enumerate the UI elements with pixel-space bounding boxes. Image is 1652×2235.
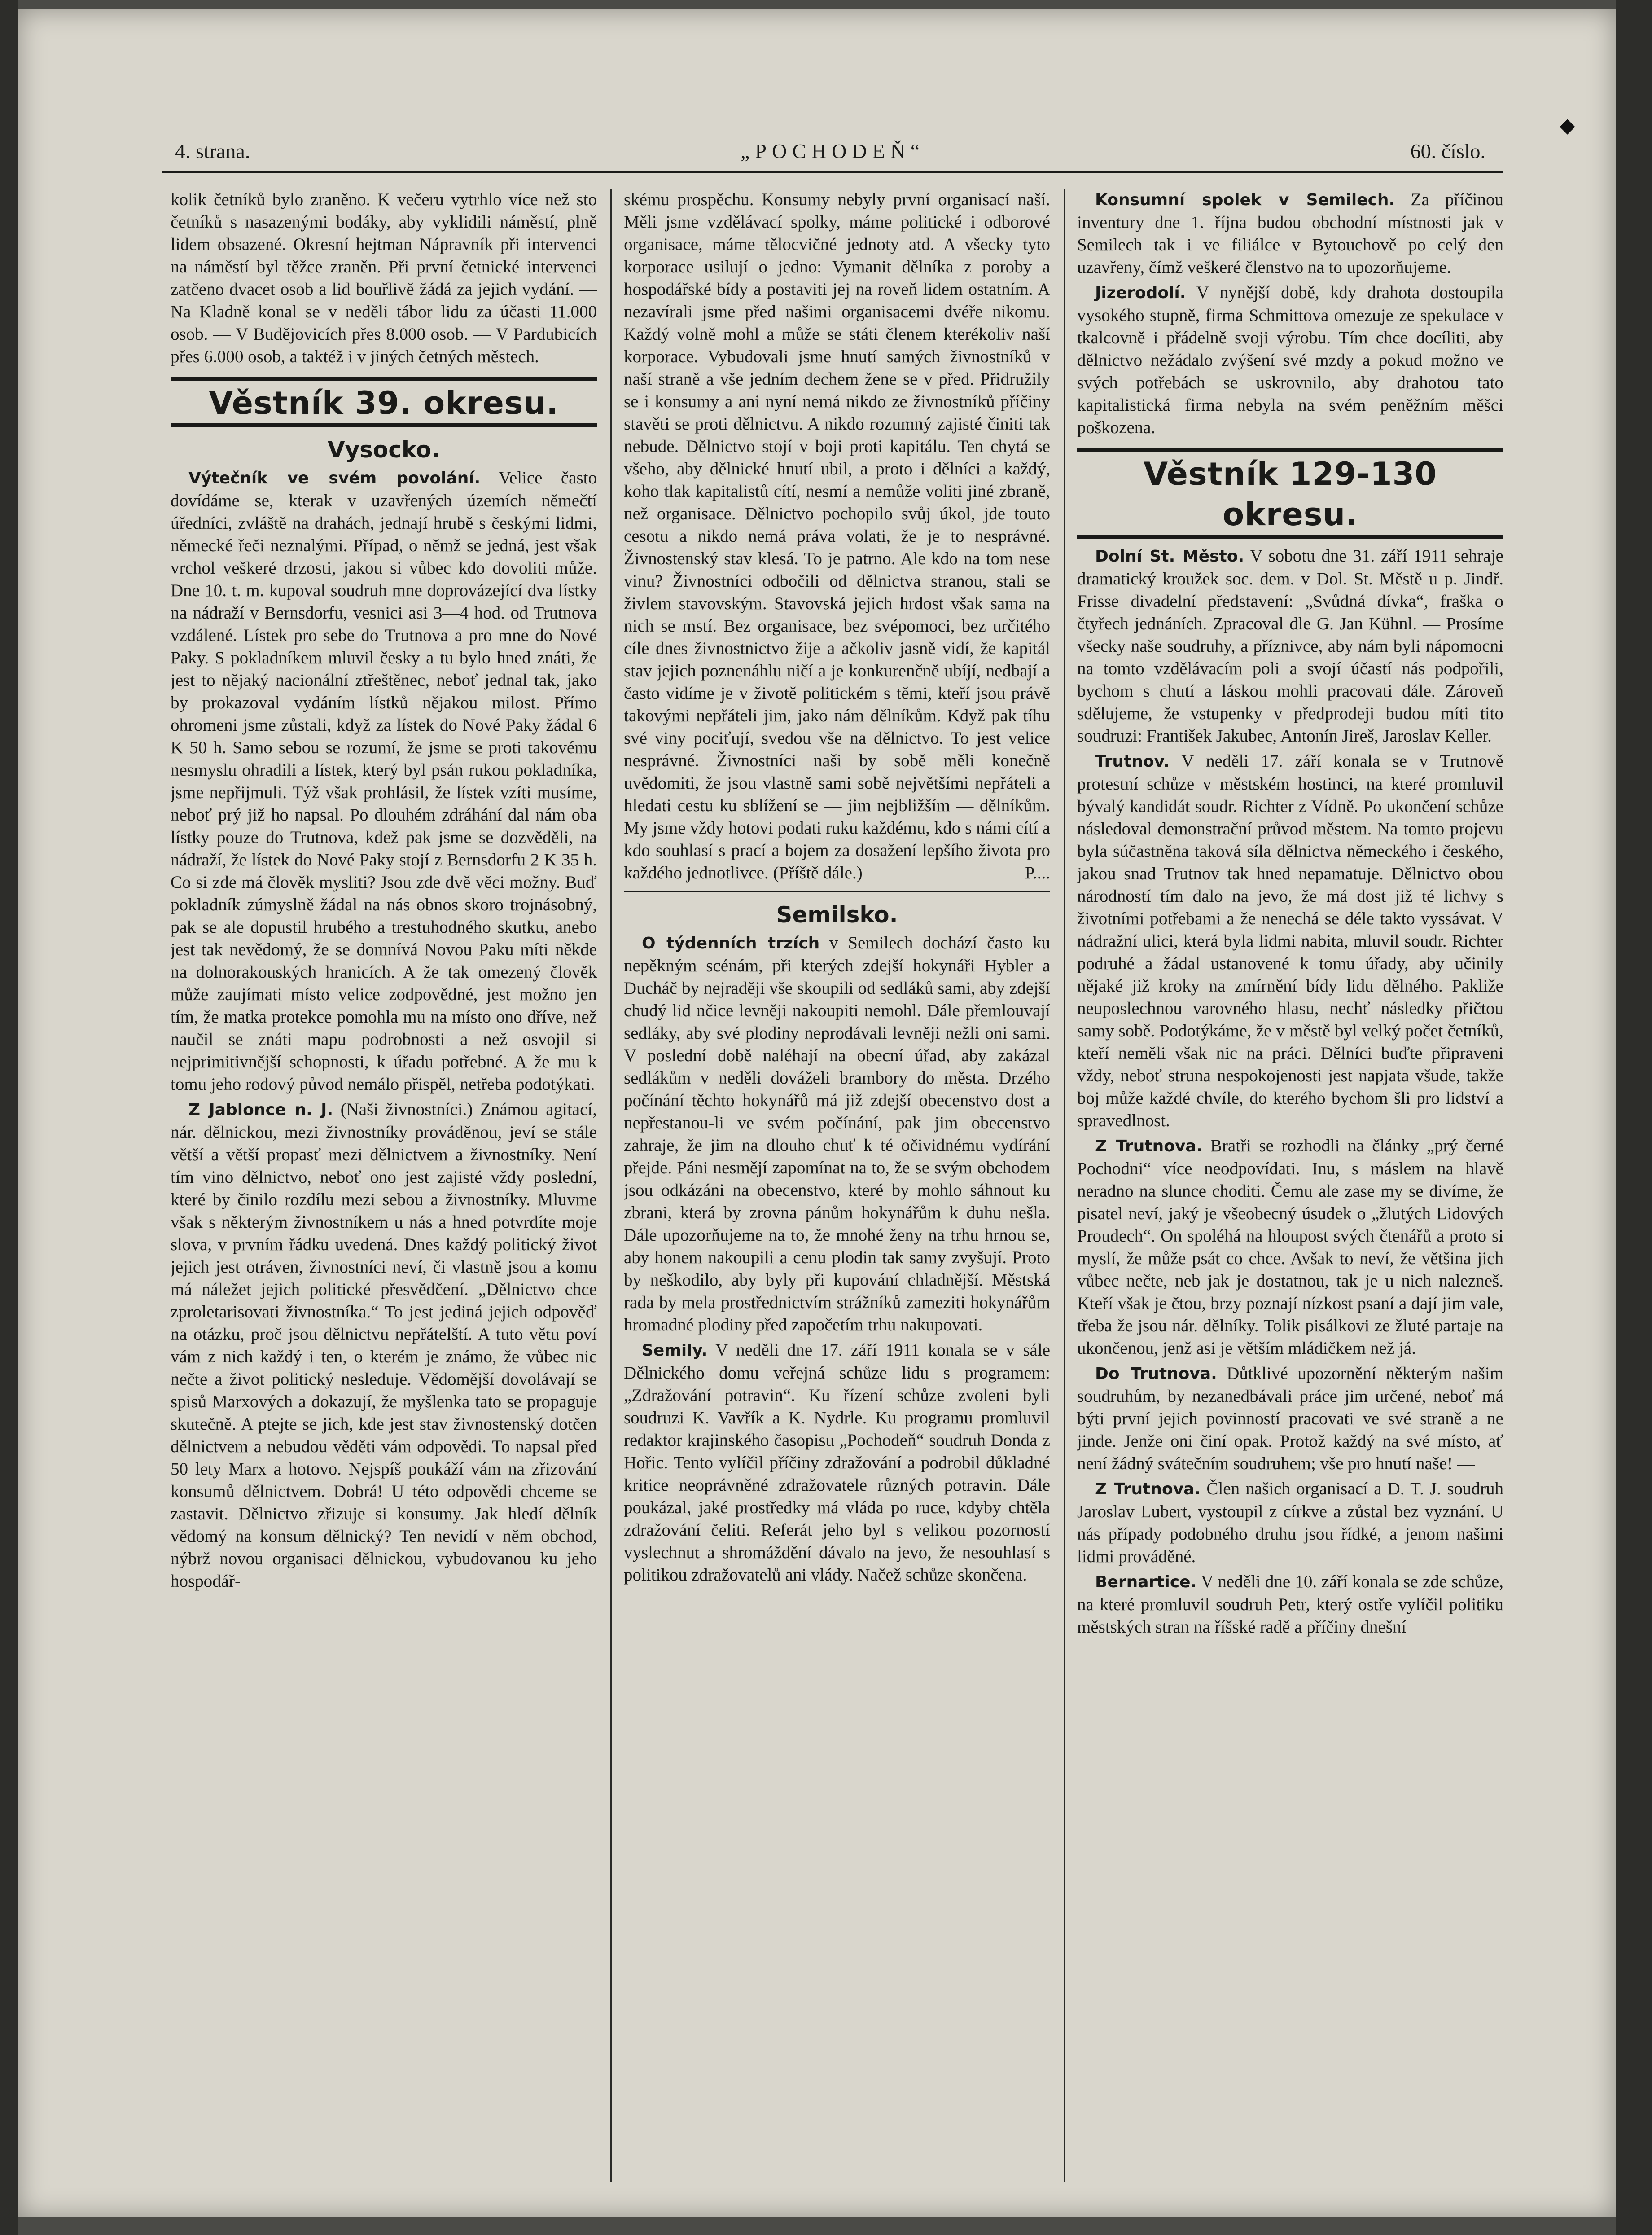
divider [624, 891, 1050, 892]
article-body: Důtklivé upozornění některým našim soudruhům, by nezanedbávali práce jim určené, neboť má býti první jejich povinností pracovati ve své straně a ne jinde. Jenže oni činí opak. Protož každý na své místo, ať není žádný svátečním soudruhem; vše pro hnutí naše! — [1077, 1364, 1503, 1473]
article-continuation [624, 189, 1050, 884]
article [1077, 1571, 1503, 1638]
masthead-title: „POCHODEŇ“ [741, 140, 925, 162]
article [171, 467, 597, 1096]
article-title: Z Jablonce n. J. [188, 1101, 333, 1119]
section-heading: Věstník 129-130 okresu. [1077, 448, 1503, 539]
article-title: Výtečník ve svém povolání. [188, 469, 481, 487]
article-title: O týdenních trzích [642, 934, 820, 953]
article [624, 932, 1050, 1336]
article-body: Velice často dovídáme se, kterak v uzavřených územích němečtí úředníci, zvláště na drahách, jednají hrubě s českými lidmi, německé řeči neznalými. Případ, o němž se jedná, jest však vrchol veškeré drzosti, jakou si vůbec kdo dovoliti může. Dne 10. t. m. kupoval soudruh mne doprovázející dva lístky na nádraží v Bernsdorfu, vesnici asi 3—4 hod. od Trutnova vzdálené. Lístek pro sebe do Trutnova a pro mne do Nové Paky. S pokladníkem mluvil česky a tu bylo hned znáti, že jest to nějaký nacionální ztřeštěnec, neboť jednal tak, jako by prokazoval vydáním lístků nějakou milost. Přímo ohromeni jsme zůstali, když za lístek do Nové Paky žádal 6 K 50 h. Samo sebou se rozumí, že jsme se proti takovému nesmyslu ohradili a lístek, který byl psán rukou pokladníka, jsme nepřijmuli. Týž však prohlásil, že lístek vzíti musíme, neboť prý již ho napsal. Po dlouhém zdráhání dal nám oba lístky pouze do Trutnova, kdež pak jsme se dozvěděli, na nádraží, že lístek do Nové Paky stojí z Bernsdorfu 2 K 35 h. Co si zde má člověk mysliti? Jsou zde dvě věci možny. Buď pokladník zúmyslně žádal na nás obnos skoro trojnásobný, pak se ale dopustil hrubého a trestuhodného skutku, anebo jest tak nevědomý, že se domnívá Novou Paku míti někde na dolnorakouských hranicích. A že tak omezený člověk může zaujímati místo velice zodpovědné, jest možno jen tím, že matka protekce pomohla mu na místo ono dříve, než naučil se znáti mapu podrobnosti a než osvojil si nejprimitivnější schopnosti, k úřadu potřebné. A že mu k tomu jeho rodový původ nemálo přispěl, netřeba podotýkati. [171, 468, 597, 1094]
region-heading: Semilsko. [776, 902, 898, 928]
scan-edge-left [0, 0, 18, 2235]
article [1077, 281, 1503, 439]
region-heading: Vysocko. [327, 437, 440, 463]
article-body: V sobotu dne 31. září 1911 sehraje dramatický kroužek soc. dem. v Dol. St. Městě u p. Jindř. Frisse divadelní představení: „Svůdná dívka“, fraška o čtyřech jednáních. Zpracoval dle G. Jan Kühnl. — Prosíme všecky naše soudruhy, a příznivce, aby nám byli nápomocni na tomto vzdělávacím poli a svojí účastí nás podpořili, bychom s chutí a láskou mohli pracovati dále. Zároveň sdělujeme, že vstupenky v předprodeji budou míti tito soudruzi: František Jakubec, Antonín Jireš, Jaroslav Keller. [1077, 546, 1503, 746]
article-body: Bratři se rozhodli na články „prý černé Pochodni“ více neodpovídati. Inu, s máslem na hlavě neradno na slunce choditi. Čemu ale zase my se divíme, že pisatel neví, jaký je všeobecný úsudek o „žlutých Lidových Proudech“. On spoléhá na hloupost svých čtenářů a proto si myslí, že může psát co chce. Avšak to neví, že většina jich vůbec nečte, neb jak je dostatnou, tak je u nich nalezneš. Kteří však je čtou, brzy poznají nízkost psaní a dají jim vale, třeba že jsou nár. dělníky. Tolik pisálkovi ze žluté partaje na ukončenou, jenž asi je větším mládičkem než já. [1077, 1136, 1503, 1358]
article-continuation: kolik četníků bylo zraněno. K večeru vytrhlo více než sto četníků s nasazenými bodáky, aby vyklidili náměstí, plně lidem obsazené. Okresní hejtman Nápravník při intervenci na náměstí byl těžce zraněn. Při první četnické intervenci zatčeno dvacet osob a lid bouřlivě žádá za jejich vydání. — Na Kladně konal se v neděli tábor lidu za účasti 11.000 osob. — V Budějovicích přes 8.000 osob. — V Pardubicích přes 6.000 osob, a taktéž i v jiných četných městech. [171, 190, 597, 366]
article-title: Z Trutnova. [1095, 1137, 1203, 1155]
article-body: Za příčinou inventury dne 1. října budou obchodní místnosti jak v Semilech tak i ve filiálce v Bytouchově po celý den uzavřeny, čímž veškeré členstvo na to upozorňujeme. [1077, 190, 1503, 277]
header-rule [162, 171, 1503, 173]
margin-mark-icon: ⬥ [1560, 112, 1575, 138]
article-body: skému prospěchu. Konsumy nebyly první organisací naší. Měli jsme vzdělávací spolky, máme politické i odborové organisace, máme tělocvičné jednoty atd. A všecky tyto korporace usilují o jedno: Vymanit dělníka z poroby a hospodářské bídy a postaviti jej na roveň lidem ostatním. A nezavírali jsme před našimi organisacemi dvéře nikomu. Každý volně mohl a může se státi členem kterékoliv naší korporace. Vybudovali jsme hnutí samých živnostníků v naší straně a vše jedním dechem žene se v před. Přidružily se i konsumy a ani nyní nemá nikdo ze živnostníků příčiny stavěti se proti dělnictvu. A nikdo rozumný zajisté činiti tak nebude. Dělnictvo stojí v boji proti kapitálu. Ten chytá se všeho, aby dělnické hnutí ubil, a proto i dělníci a každý, koho tlak kapitalistů cítí, nesmí a nemůže voliti jiné zbraně, než organisace. Dělnictvo pochopilo svůj úkol, jde touto cesotu a nikdo nemá práva volati, že je to nesprávné. Živnostenský stav klesá. To je patrno. Ale kdo na tom nese vinu? Živnostníci odbočili od dělnictva stranou, stali se živlem stavovským. Stavovská jejich hrdost však sama na nich se mstí. Bez organisace, bez svépomoci, bez určitého cíle dnes živnostnictvo žije a ačkoliv jasně vidí, že kapitál stav jejich poznenáhlu ničí a je konkurenčně ubíjí, nedbají a často vidíme je v životě politickém s těmi, kteří jsou právě takovými nepřáteli jim, jako nám dělníkům. Když pak tíhu své viny pociťují, svedou vše na dělnictvo. To jest velice nesprávné. Živnostníci naši by sobě měli konečně uvědomiti, že jsou vlastně sami sobě největšími nepřáteli a hledati cestu ku sblížení se — jim nejbližším — dělníkům. My jsme vždy hotovi podati ruku každému, kdo s námi cítí a kdo souhlasí s prací a bojem za dosažení lepšího života pro každého jednotlivce. (Příště dále.) [624, 190, 1050, 883]
article-body: V nynější době, kdy drahota dostoupila vysokého stupně, firma Schmittova omezuje ze spekulace v tkalcovně i přádelně svoji výrobu. Tím chce docíliti, aby dělnictvo nežádalo zvýšení své mzdy a pokud možno ve svých potřebách se uskrovnilo, aby drahotou tato kapitalistická firma nebyla na svém peněžním měšci poškozena. [1077, 283, 1503, 437]
article-body: V neděli 17. září konala se v Trutnově protestní schůze v městském hostinci, na které promluvil bývalý kandidát soudr. Richter z Vídně. Po ukončení schůze následoval demonstrační průvod městem. Na tomto projevu byla súčastněna taková síla dělnictva německého i českého, jakou snad Trutnov tak hned nepamatuje. Dělnictvo obou národností tím dalo na jevo, že má dost již té lichvy s životními potřebami a že nenechá se déle takto vyssávat. V nádražní ulici, která byla lidmi nabita, mluvil soudr. Richter podruhé a žádal ustanovené k tomu úřady, aby učinily nějaké již kroky na zmírnění bídy lidu dělného. Pakliže neuposlechnou varovného hlasu, nechť následky přičtou samy sobě. Podotýkáme, že v městě byl velký počet četníků, kteří neměli však nic na práci. Dělníci buďte připraveni vždy, neboť struna nespokojenosti jest napjata všude, takže boj může každé chvíle, do kterého bychom šli pro lidství a spravedlnost. [1077, 751, 1503, 1130]
article [624, 1339, 1050, 1586]
scan-edge-right [1616, 0, 1652, 2235]
column-2 [624, 189, 1050, 2182]
article [1077, 1478, 1503, 1568]
newspaper-page [162, 130, 1503, 2195]
page-number: 4. strana. [175, 140, 250, 162]
issue-number: 60. číslo. [1410, 140, 1485, 162]
article-title: Semily. [642, 1341, 708, 1360]
article-title: Dolní St. Město. [1095, 547, 1244, 566]
page-header [162, 130, 1503, 171]
article [171, 1098, 597, 1593]
article [1077, 189, 1503, 279]
article [1077, 750, 1503, 1132]
article [1077, 1362, 1503, 1475]
column-3 [1077, 189, 1503, 2182]
newspaper-sheet [18, 9, 1616, 2217]
article-body: Člen našich organisací a D. T. J. soudruh Jaroslav Lubert, vystoupil z církve a zůstal bez vyznání. U nás případy podobného druhu jsou řídké, a jenom našimi lidmi prováděné. [1077, 1479, 1503, 1566]
author-signature: P.... [1025, 863, 1050, 883]
article-body: V neděli dne 10. září konala se zde schůze, na které promluvil soudruh Petr, který ostře vylíčil politiku městských stran na říšské radě a příčiny dnešní [1077, 1572, 1503, 1637]
article-body: (Naši živnostníci.) Známou agitací, nár. dělnickou, mezi živnostníky prováděnou, jeví se stále větší a větší propasť mezi dělnictvem a živnostníky. Není tím vino dělnictvo, neboť ono jest zajisté vždy poslední, které by činilo rozdílu mezi sebou a živnostníky. Mluvme však s některým živnostníkem u nás a hned potvrdíte moje slova, v prvním řádku uvedená. Dnes každý politický život jejich jest otráven, živnostníci neví, či vlastně jsou a komu má náležet jejich politické přesvědčení. „Dělnictvo chce zproletarisovati živnostníka.“ To jest jediná jejich odpověď na otázku, proč jsou dělnictvu nepřátelští. A tuto větu poví vám z nich každý i ten, o kterém je známo, že vůbec nic nečte a život politický nesleduje. Vědomější dovolávají se spisů Marxových a dokazují, že myšlenka tato se propaguje skutečně. A ptejte se jich, kde jest stav živnostenský dotčen dělnictvem a nebudou věděti vám odpovědi. To napsal před 50 lety Marx a hotovo. Nejspíš poukáží vám na zřizování konsumů dělnictvem. Dobrá! U této odpovědi chceme se zastavit. Dělnictvo zřizuje si konsumy. Jak hledí dělník vědomý na konsum dělnický? Ten nevidí v něm obchod, nýbrž novou organisaci dělnickou, vybudovanou ku jeho hospodář- [171, 1100, 597, 1591]
article-title: Z Trutnova. [1095, 1480, 1201, 1498]
section-heading: Věstník 39. okresu. [171, 377, 597, 427]
article [1077, 545, 1503, 747]
column-divider [610, 189, 612, 2182]
article [1077, 1135, 1503, 1360]
article-title: Jizerodolí. [1095, 284, 1186, 302]
article-title: Bernartice. [1095, 1573, 1197, 1591]
article-title: Konsumní spolek v Semilech. [1095, 191, 1395, 209]
article-title: Do Trutnova. [1095, 1365, 1217, 1383]
column-1 [171, 189, 597, 2182]
article-title: Trutnov. [1095, 752, 1170, 771]
article-body: v Semilech dochází často ku nepěkným scénám, při kterých zdejší hokynáři Hybler a Ducháč by nejraději vše skoupili od sedláků sami, aby zdejší chudý lid nčice levněji nakoupiti nemohl. Dále přemlouvají sedláky, aby své plodiny neprodávali levněji nežli oni sami. V poslední době naléhají na obecní úřad, aby zakázal sedlákům v neděli dováželi brambory do města. Drzého počínání těchto hokynářů má již zdejší obecenstvo dost a nepřestanou-li ve svém počínání, pak jim obecenstvo zahraje, že jim na dlouho chuť k té očividnému vydírání přejde. Páni nesmějí zapomínat na to, že se svým obchodem jsou odkázáni na obecenstvo, které by mohlo sáhnout ku zbrani, která by zrovna pánům hokynářům k duhu nešla. Dále upozorňujeme na to, že mnohé ženy na trhu hrnou se, aby honem nakoupili a cenu plodin tak samy zvyšují. Proto by neškodilo, aby byly při kupování chladnější. Městská rada by mela prostřednictvím strážníků zameziti hokynářům hromadné plodiny před započetím trhu nakupovati. [624, 933, 1050, 1335]
article-body: V neděli dne 17. září 1911 konala se v sále Dělnického domu veřejná schůze lidu s programem: „Zdražování potravin“. Ku řízení schůze zvoleni byli soudruzi K. Vavřík a K. Nydrle. Ku programu promluvil redaktor krajinského časopisu „Pochodeň“ soudruh Donda z Hořic. Tento vylíčil příčiny zdražování a podrobil důkladné kritice neoprávněné zdražovatele různých potravin. Dále poukázal, jaké prostředky má vláda po ruce, kdyby chtěla zdražování čeliti. Referát jeho byl s velikou pozorností vyslechnut a shromáždění dávalo na jevo, že nesouhlasí s politikou zdražovatelů ani vlády. Načež schůze skončena. [624, 1340, 1050, 1585]
column-divider [1064, 189, 1065, 2182]
